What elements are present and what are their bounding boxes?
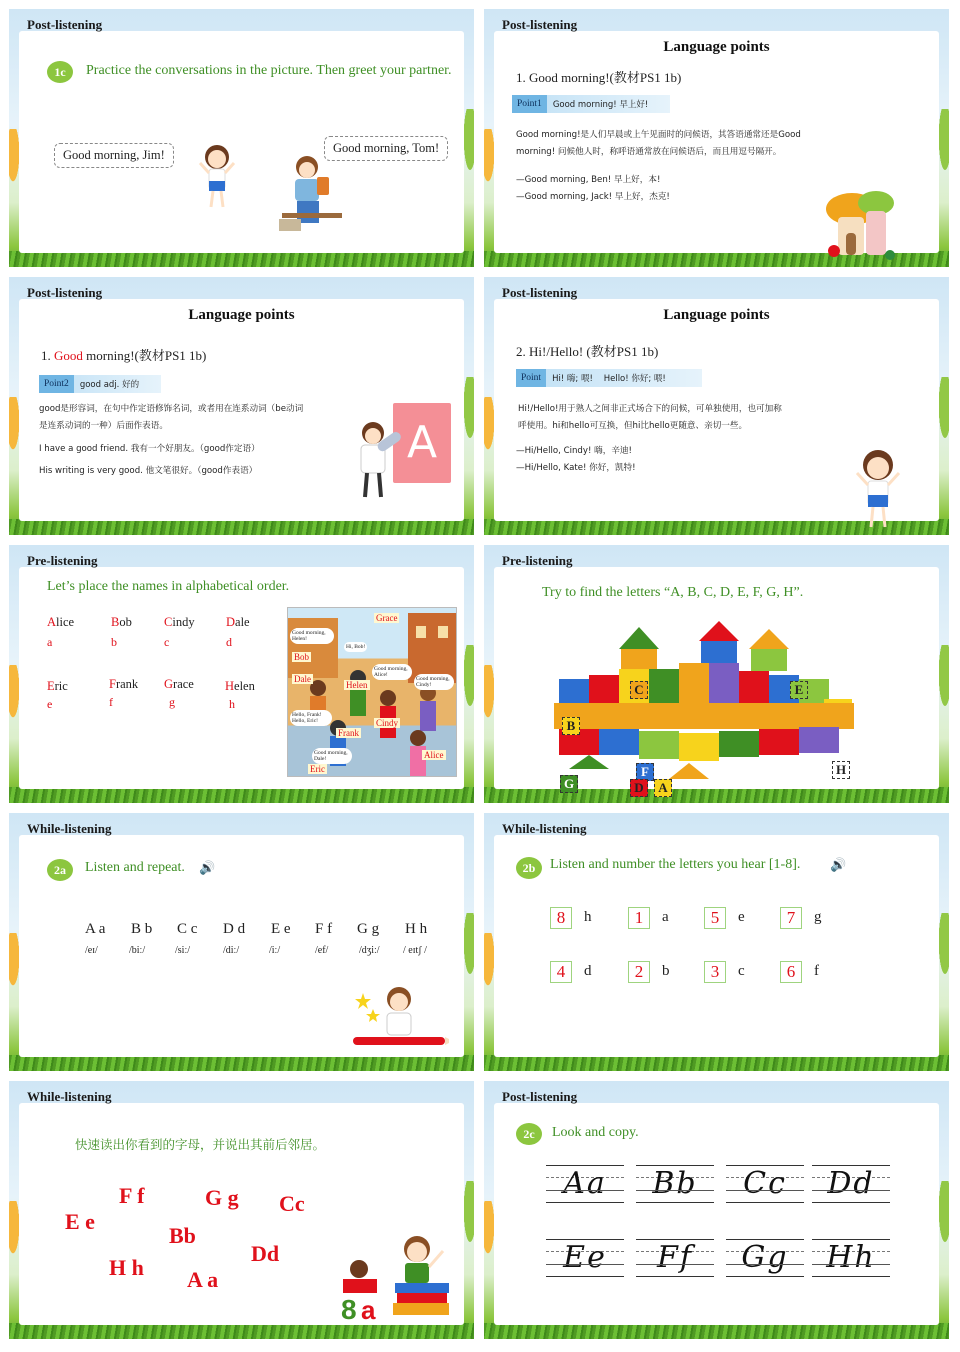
- slide-card: [19, 835, 464, 1057]
- block-letter-f: F: [636, 763, 654, 781]
- block-letter-e: E: [790, 681, 808, 699]
- speech-bubble-right: Good morning, Tom!: [324, 136, 448, 161]
- name-dale-letter: d: [226, 635, 232, 649]
- scene-label: Eric: [310, 764, 325, 774]
- name-dale: [226, 615, 250, 630]
- copy-practice-line[interactable]: [636, 1239, 714, 1277]
- scene-speech-bubble: Good morning, Helen!: [290, 628, 334, 644]
- name-frank: [109, 677, 138, 692]
- grass-strip: [9, 519, 474, 535]
- instruction-text: Listen and number the letters you hear [1-8].: [550, 857, 801, 872]
- svg-text:8: 8: [341, 1294, 357, 1323]
- copy-letters: Cc: [743, 1166, 787, 1201]
- name-cindy-letter: c: [164, 635, 170, 649]
- name-initial: D: [226, 615, 236, 629]
- grass-strip: [9, 1055, 474, 1071]
- scene-label: Cindy: [376, 718, 399, 728]
- name-grace: [164, 677, 194, 692]
- block-letter-g: G: [560, 775, 578, 793]
- scene-label: Dale: [294, 674, 311, 684]
- slide-6[interactable]: [484, 545, 949, 803]
- explanation-line-2: morning! 问候他人时，称呼语通常放在问候语后，而且用逗号隔开。: [516, 147, 782, 157]
- slide-title: Language points: [663, 307, 770, 323]
- point-tag: [39, 375, 161, 393]
- name-initial: B: [111, 615, 120, 629]
- slide-card: [494, 299, 939, 521]
- svg-text:a: a: [361, 1295, 376, 1323]
- copy-practice-line[interactable]: [726, 1165, 804, 1203]
- answer-box[interactable]: 2: [628, 961, 650, 983]
- example-line-2: —Good morning, Jack! 早上好，杰克!: [516, 192, 670, 202]
- section-label: Post-listening: [502, 285, 578, 300]
- activity-badge: 2b: [516, 857, 542, 879]
- heading-text: [41, 345, 206, 364]
- instruction-text: Look and copy.: [552, 1125, 639, 1140]
- answer-box[interactable]: 3: [704, 961, 726, 983]
- answer-letter: g: [814, 909, 822, 925]
- copy-practice-line[interactable]: [546, 1165, 624, 1203]
- explanation-line-2: 是连系动词的一种）后面作表语。: [39, 421, 168, 431]
- copy-practice-line[interactable]: [812, 1165, 890, 1203]
- ipa-text: / eɪtʃ /: [403, 945, 427, 956]
- letter-pair: D d: [223, 921, 246, 937]
- name-rest: elen: [234, 679, 255, 693]
- point-text: Good morning! 早上好!: [552, 100, 649, 110]
- name-rest: ob: [119, 615, 132, 629]
- slide-2[interactable]: [484, 9, 949, 267]
- block-letter-c: C: [630, 681, 648, 699]
- scene-speech-bubble: Good morning, Dale!: [312, 748, 352, 764]
- name-rest: ale: [235, 615, 250, 629]
- boy-at-desk-illustration: [277, 151, 347, 233]
- grass-strip: [484, 787, 949, 803]
- point-text: good adj. 好的: [79, 380, 140, 390]
- scene-label: Alice: [424, 750, 444, 760]
- name-grace-letter: g: [169, 695, 175, 709]
- ipa-text: /ef/: [315, 945, 329, 956]
- letter-pair: A a: [85, 921, 106, 937]
- slide-card: [19, 299, 464, 521]
- point-label: Point: [516, 369, 546, 387]
- name-initial: F: [109, 677, 116, 691]
- letter-pair: H h: [405, 921, 428, 937]
- flash-letter: E e: [65, 1209, 95, 1234]
- answer-letter: f: [814, 963, 819, 979]
- answer-box[interactable]: 8: [550, 907, 572, 929]
- name-initial: H: [225, 679, 235, 693]
- name-cindy: [164, 615, 195, 630]
- ipa-text: /diː/: [223, 945, 240, 956]
- grass-strip: [484, 1323, 949, 1339]
- scene-speech-bubble: Good morning, Alice!: [372, 664, 412, 680]
- copy-letters: Gg: [741, 1240, 789, 1275]
- letter-pair: B b: [131, 921, 153, 937]
- scene-label: Helen: [346, 680, 368, 690]
- flash-letter: Bb: [169, 1223, 196, 1248]
- instruction-text: Try to find the letters “A, B, C, D, E, F, G, H”.: [542, 585, 804, 600]
- copy-practice-line[interactable]: [726, 1239, 804, 1277]
- scene-label: Frank: [338, 728, 359, 738]
- section-label: Pre-listening: [27, 553, 98, 568]
- name-initial: E: [47, 679, 55, 693]
- answer-letter: b: [662, 963, 670, 979]
- slide-5[interactable]: [9, 545, 474, 803]
- instruction-text: Let’s place the names in alphabetical order.: [47, 579, 290, 594]
- scene-speech-bubble: Good morning, Cindy!: [414, 674, 454, 690]
- point-text: Hi! 嗨; 喂! Hello! 你好; 喂!: [552, 374, 666, 384]
- copy-letters: Ff: [657, 1240, 693, 1275]
- point-tag: [512, 95, 670, 113]
- answer-letter: a: [662, 909, 669, 925]
- boy-with-letter-board-illustration: [353, 403, 453, 503]
- block-letter-d: D: [630, 779, 648, 797]
- name-rest: race: [173, 677, 194, 691]
- slide-7[interactable]: [9, 813, 474, 1071]
- example-line-1: —Good morning, Ben! 早上好，本!: [516, 175, 661, 185]
- slide-card: [19, 1103, 464, 1325]
- letter-pair: E e: [271, 921, 291, 937]
- letter-pair: C c: [177, 921, 198, 937]
- instruction-text: Practice the conversations in the picture. Then greet your partner.: [86, 63, 452, 78]
- heading-prefix: 1.: [41, 348, 54, 363]
- section-label: Post-listening: [27, 285, 103, 300]
- name-helen-letter: h: [229, 697, 235, 711]
- ipa-text: /eɪ/: [85, 945, 98, 956]
- name-frank-letter: f: [109, 695, 113, 709]
- scene-label: Bob: [294, 652, 310, 662]
- slide-card: [494, 567, 939, 795]
- copy-practice-line[interactable]: [636, 1165, 714, 1203]
- ipa-text: /siː/: [175, 945, 191, 956]
- copy-letters: Bb: [652, 1166, 698, 1201]
- section-label: While-listening: [502, 821, 587, 836]
- answer-box[interactable]: 7: [780, 907, 802, 929]
- block-letter-b: B: [562, 717, 580, 735]
- slide-card: [494, 1103, 939, 1325]
- example-line-2: His writing is very good. 他文笔很好。（good作表语）: [39, 466, 258, 476]
- girl-waving-illustration: [854, 445, 902, 531]
- answer-box[interactable]: 5: [704, 907, 726, 929]
- slide-8[interactable]: [484, 813, 949, 1071]
- answer-box[interactable]: 4: [550, 961, 572, 983]
- girl-waving-illustration: [197, 141, 237, 211]
- letter-pair: G g: [357, 921, 380, 937]
- point-label: Point1: [512, 95, 547, 113]
- name-helen: [225, 679, 255, 694]
- ipa-text: /biː/: [129, 945, 146, 956]
- speaker-icon[interactable]: 🔊: [830, 857, 847, 872]
- name-rest: lice: [56, 615, 75, 629]
- answer-box[interactable]: 6: [780, 961, 802, 983]
- flash-letter: H h: [109, 1255, 144, 1280]
- flash-letter: A a: [187, 1267, 219, 1292]
- ipa-text: /iː/: [269, 945, 281, 956]
- answer-letter: e: [738, 909, 745, 925]
- slide-3[interactable]: [9, 277, 474, 535]
- slide-card: [19, 567, 464, 789]
- kids-reading-books-illustration: [335, 1223, 455, 1323]
- block-letter-h: H: [832, 761, 850, 779]
- name-eric-letter: e: [47, 697, 53, 711]
- point-label: Point2: [39, 375, 74, 393]
- block-letter-a: A: [654, 779, 672, 797]
- scene-label: Grace: [376, 613, 398, 623]
- activity-badge: 1c: [47, 61, 73, 83]
- heading-suffix: morning!(教材PS1 1b): [82, 348, 207, 363]
- explanation-line-1: good是形容词，在句中作定语修饰名词，或者用在连系动词（be动词: [39, 404, 304, 414]
- speech-bubble-left: Good morning, Jim!: [54, 143, 174, 168]
- flash-letter: Dd: [251, 1241, 280, 1266]
- grass-strip: [9, 787, 474, 803]
- girl-with-pencil-illustration: [349, 983, 449, 1057]
- ipa-text: /dʒiː/: [359, 945, 380, 956]
- activity-badge: 2c: [516, 1123, 542, 1145]
- slide-card: [494, 31, 939, 253]
- board-letter: A: [407, 417, 438, 468]
- name-initial: A: [47, 615, 57, 629]
- answer-letter: c: [738, 963, 745, 979]
- section-label: Post-listening: [502, 1089, 578, 1104]
- copy-letters: Hh: [826, 1240, 876, 1275]
- copy-letters: Ee: [563, 1240, 607, 1275]
- name-bob: [111, 615, 132, 630]
- copy-practice-line[interactable]: [812, 1239, 890, 1277]
- name-alice: [47, 615, 74, 630]
- scene-speech-bubble: Hi, Bob!: [346, 644, 366, 650]
- slide-card: [19, 31, 464, 253]
- name-alice-letter: a: [47, 635, 53, 649]
- name-initial: C: [164, 615, 173, 629]
- slide-card: [494, 835, 939, 1057]
- slide-title: Language points: [188, 307, 295, 323]
- flash-letter: F f: [119, 1183, 145, 1208]
- activity-badge: 2a: [47, 859, 73, 881]
- heading-text: 2. Hi!/Hello! (教材PS1 1b): [516, 344, 659, 359]
- point-tag: [516, 369, 702, 387]
- copy-letters: Dd: [827, 1166, 875, 1201]
- section-label: Post-listening: [502, 17, 578, 32]
- copy-practice-line[interactable]: [546, 1239, 624, 1277]
- example-line-1: I have a good friend. 我有一个好朋友。（good作定语）: [39, 444, 260, 454]
- section-label: While-listening: [27, 1089, 112, 1104]
- grass-strip: [484, 1055, 949, 1071]
- flash-letter: G g: [205, 1185, 239, 1210]
- name-rest: indy: [172, 615, 195, 629]
- slide-10[interactable]: [484, 1081, 949, 1339]
- explanation-line-1: Hi!/Hello!用于熟人之间非正式场合下的问候，可单独使用，也可加称: [518, 404, 782, 414]
- grass-strip: [9, 251, 474, 267]
- name-rest: rank: [115, 677, 139, 691]
- section-label: Post-listening: [27, 17, 103, 32]
- name-eric: [47, 679, 68, 694]
- mushroom-house-illustration: [822, 181, 900, 265]
- instruction-text: 快速读出你看到的字母，并说出其前后邻居。: [75, 1137, 326, 1152]
- school-scene-illustration: [287, 607, 457, 777]
- name-initial: G: [164, 677, 174, 691]
- section-label: While-listening: [27, 821, 112, 836]
- slide-1[interactable]: [9, 9, 474, 267]
- example-line-2: —Hi/Hello, Kate! 你好，凯特!: [516, 463, 636, 473]
- slide-title: Language points: [663, 39, 770, 55]
- answer-letter: d: [584, 963, 592, 979]
- grass-strip: [9, 1323, 474, 1339]
- name-bob-letter: b: [111, 635, 117, 649]
- example-line-1: —Hi/Hello, Cindy! 嗨，辛迪!: [516, 446, 632, 456]
- explanation-line-2: 呼使用。hi和hello可互换，但hi比hello更随意、亲切一些。: [518, 421, 748, 431]
- copy-letters: Aa: [563, 1166, 607, 1201]
- answer-box[interactable]: 1: [628, 907, 650, 929]
- section-label: Pre-listening: [502, 553, 573, 568]
- instruction-text: Listen and repeat.: [85, 860, 185, 875]
- heading-highlight: Good: [54, 348, 83, 363]
- answer-letter: h: [584, 909, 592, 925]
- name-rest: ric: [54, 679, 68, 693]
- letter-pair: F f: [315, 921, 333, 937]
- toy-blocks-illustration: [549, 619, 859, 789]
- flash-letter: Cc: [279, 1191, 305, 1216]
- scene-speech-bubble: Hello, Frank! Hello, Eric!: [290, 710, 332, 726]
- slide-4[interactable]: [484, 277, 949, 535]
- explanation-line-1: Good morning!是人们早晨或上午见面时的问候语，其答语通常还是Good: [516, 130, 801, 140]
- heading-text: 1. Good morning!(教材PS1 1b): [516, 70, 682, 85]
- speaker-icon[interactable]: 🔊: [199, 860, 216, 875]
- slide-9[interactable]: [9, 1081, 474, 1339]
